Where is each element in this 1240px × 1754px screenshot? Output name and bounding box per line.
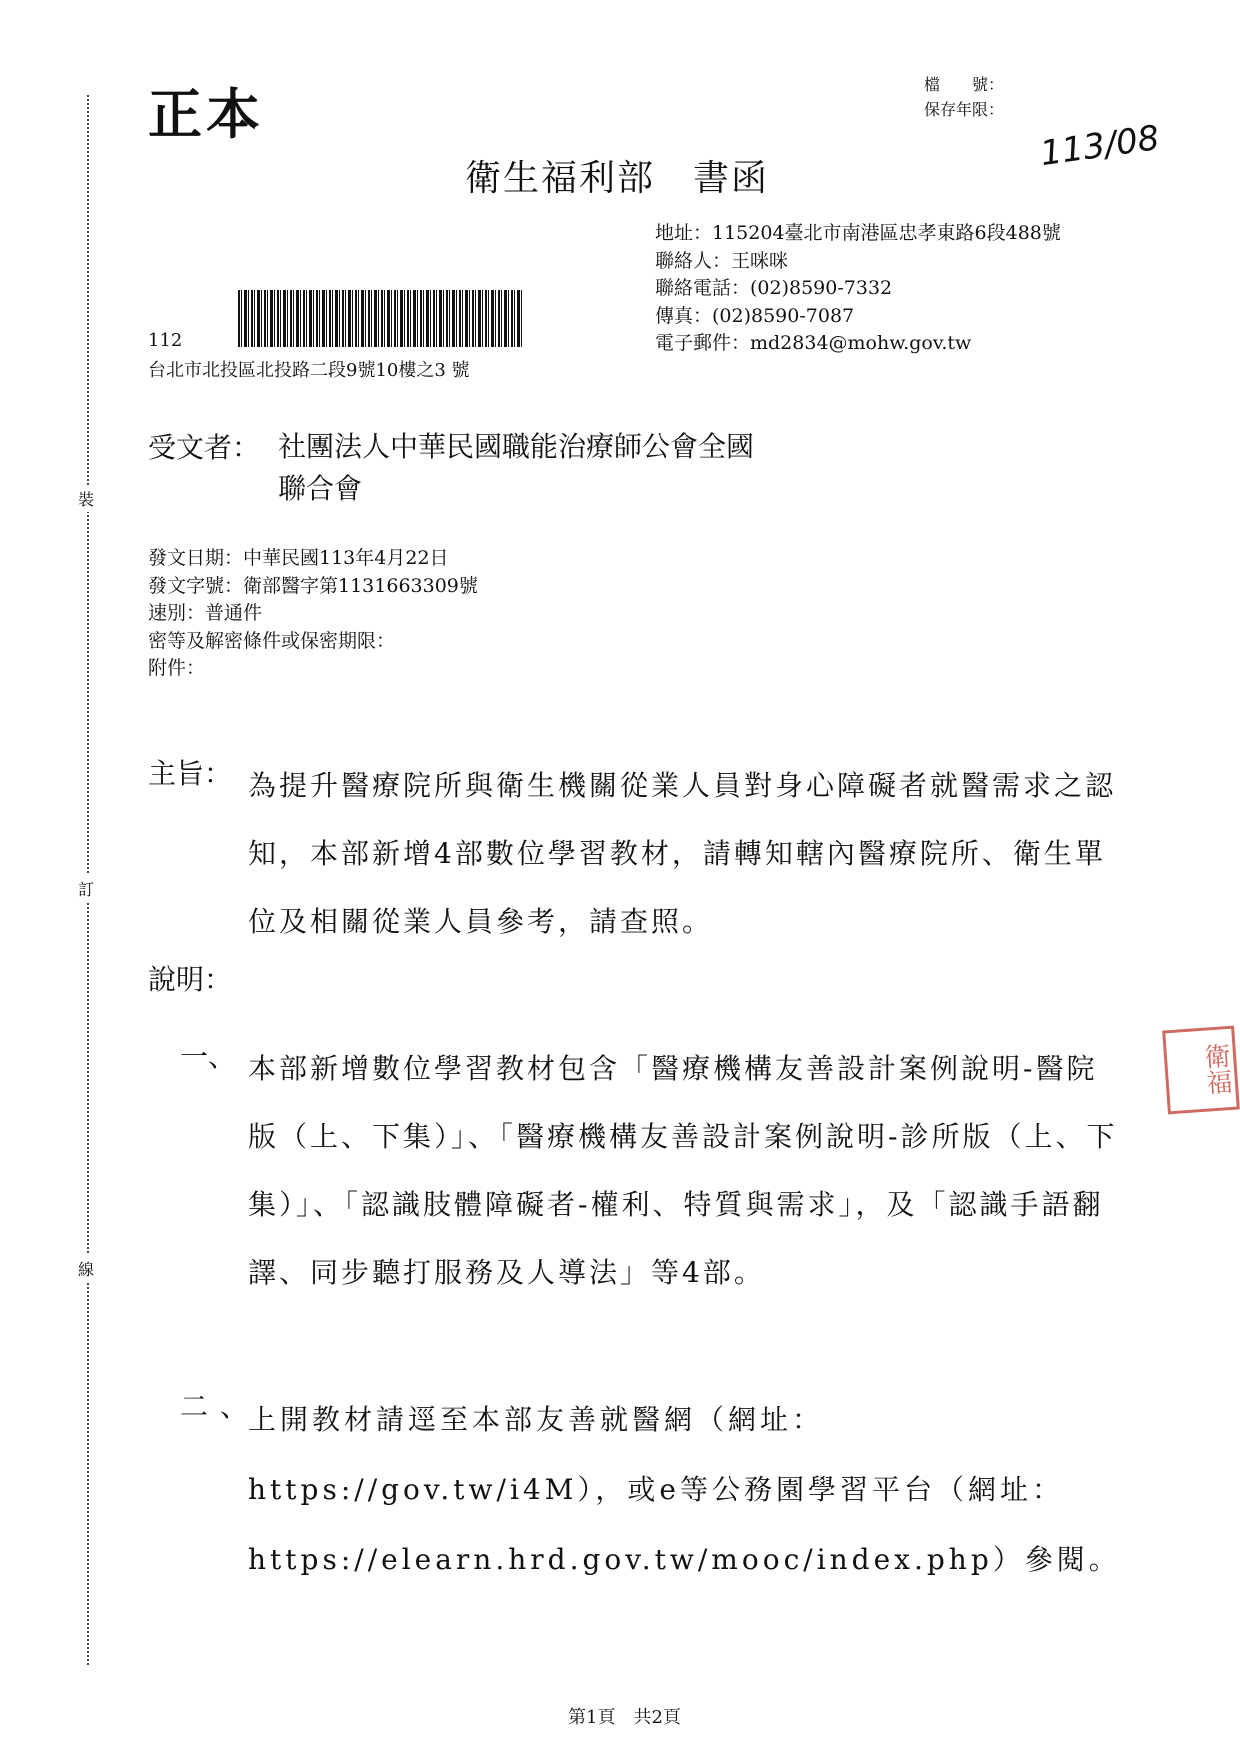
- document-title: 衛生福利部 書函: [465, 158, 770, 199]
- subject-label: 主旨：: [148, 757, 233, 790]
- subject-text: 為提升醫療院所與衛生機關從業人員對身心障礙者就醫需求之認知，本部新增4部數位學習教材，請轉知轄內醫療院所、衛生單位及相關從業人員參考，請查照。: [248, 769, 1117, 938]
- explanation-item-2-number: 二、: [180, 1390, 261, 1423]
- explanation-item-1-text: 本部新增數位學習教材包含「醫療機構友善設計案例說明-醫院版（上、下集）」、「醫療機構友善設計案例說明-診所版（上、下集）」、「認識肢體障礙者-權利、特質與需求」，及「認識手語翻譯、同步聽打服務及人導法」等4部。: [248, 1052, 1118, 1289]
- file-info: [924, 72, 1004, 122]
- document-meta: [148, 545, 478, 683]
- original-copy-stamp: 正本: [148, 82, 264, 146]
- handwritten-note: 113/08: [1037, 117, 1162, 175]
- contact-fax: 傳真：(02)8590-7087: [655, 304, 855, 327]
- explanation-item-1-number: 一、: [180, 1040, 237, 1073]
- binding-mark-3: 線: [78, 1255, 94, 1282]
- file-number-label: 檔 號：: [924, 75, 1005, 94]
- recipient-label: 受文者：: [148, 431, 261, 464]
- mailing-zip: 112: [148, 330, 183, 351]
- contact-address: 地址：115204臺北市南港區忠孝東路6段488號: [655, 222, 1061, 244]
- binding-mark-1: 裝: [78, 485, 94, 512]
- retention-label: 保存年限：: [924, 100, 1005, 119]
- contact-person: 聯絡人：王咪咪: [655, 249, 789, 272]
- document-number: 發文字號：衛部醫字第1131663309號: [148, 574, 478, 597]
- explanation-item-2-text: 上開教材請逕至本部友善就醫網（網址：https://gov.tw/i4M），或e等公務園學習平台（網址：https://elearn.hrd.gov.tw/mooc/index.php）參閱。: [248, 1403, 1121, 1576]
- contact-email: 電子郵件：md2834@mohw.gov.tw: [655, 332, 972, 354]
- contact-block: [655, 220, 1061, 358]
- explanation-label: 說明：: [148, 963, 233, 996]
- issue-date: 發文日期：中華民國113年4月22日: [148, 547, 449, 569]
- contact-phone: 聯絡電話：(02)8590-7332: [655, 277, 893, 299]
- attachments: 附件：: [148, 657, 206, 679]
- barcode: [238, 290, 523, 347]
- mailing-address: 台北市北投區北投路二段9號10樓之3 號: [148, 360, 470, 381]
- delivery-speed: 速別：普通件: [148, 602, 263, 624]
- official-seal-stamp: 衛福: [1162, 1026, 1240, 1115]
- binding-mark-2: 訂: [78, 875, 94, 902]
- secrecy-level: 密等及解密條件或保密期限：: [148, 629, 396, 652]
- page-footer: 第1頁 共2頁: [568, 1707, 681, 1728]
- recipient-name: 社團法人中華民國職能治療師公會全國聯合會: [278, 430, 755, 505]
